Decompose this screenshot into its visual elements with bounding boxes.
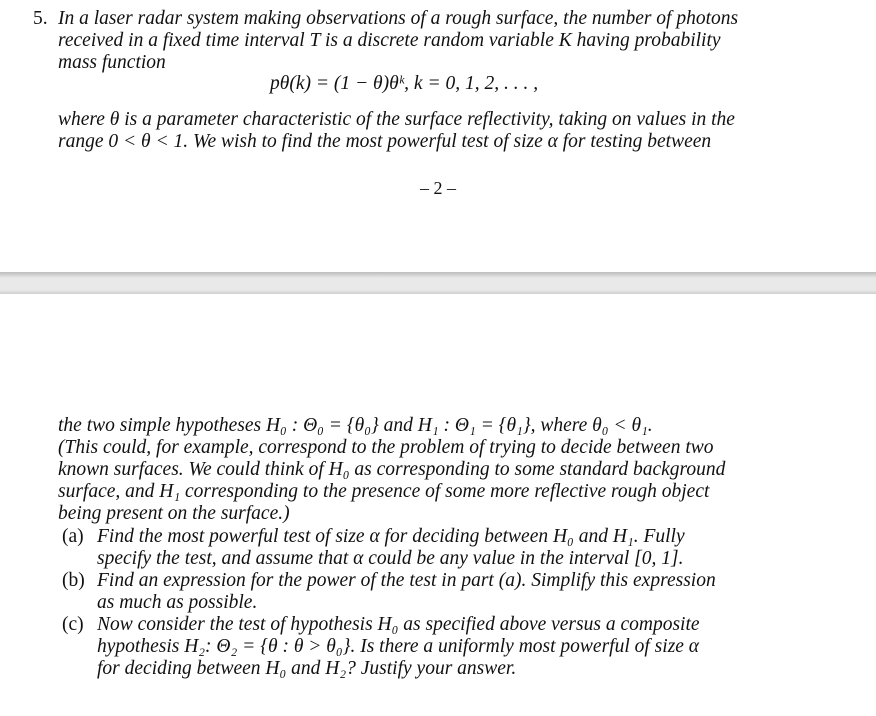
intro-line-2: received in a fixed time interval T is a discrete random variable K having probability [58,30,721,51]
continued-line-1: the two simple hypotheses H₀ : Θ₀ = {θ₀} and H₁ : Θ₁ = {θ₁}, where θ₀ < θ₁. [58,415,653,436]
part-c-line-2: hypothesis H₂: Θ₂ = {θ : θ > θ₀}. Is there a uniformly most powerful of size α [97,636,700,657]
page-number: – 2 – [420,178,456,198]
part-b-label: (b) [62,570,85,591]
part-a-line-2: specify the test, and assume that α could be any value in the interval [0, 1]. [97,548,684,569]
after-line-2: range 0 < θ < 1. We wish to find the most powerful test of size α for testing between [58,131,712,152]
page-separator [0,272,876,294]
intro-line-1: In a laser radar system making observations of a rough surface, the number of photons [58,8,739,29]
part-c-label: (c) [62,614,84,635]
intro-line-3: mass function [58,52,166,73]
problem-number: 5. [33,8,48,29]
part-b-line-2: as much as possible. [97,592,258,613]
pmf-equation: pθ(k) = (1 − θ)θᵏ, k = 0, 1, 2, . . . , [270,73,539,94]
continued-line-3: known surfaces. We could think of H₀ as corresponding to some standard background [58,459,726,480]
part-c-line-1: Now consider the test of hypothesis H₀ as specified above versus a composite [97,614,700,635]
continued-line-2: (This could, for example, correspond to the problem of trying to decide between two [58,437,714,458]
continued-line-5: being present on the surface.) [58,503,290,524]
after-line-1: where θ is a parameter characteristic of the surface reflectivity, taking on values in the [58,109,735,130]
part-a-line-1: Find the most powerful test of size α for deciding between H₀ and H₁. Fully [97,526,685,547]
part-a-label: (a) [62,526,84,547]
pdf-page-1 [0,0,876,272]
continued-line-4: surface, and H₁ corresponding to the presence of some more reflective rough object [58,481,710,502]
part-b-line-1: Find an expression for the power of the test in part (a). Simplify this expression [97,570,716,591]
pdf-page-2 [0,294,876,716]
part-c-line-3: for deciding between H₀ and H₂? Justify your answer. [97,658,517,679]
